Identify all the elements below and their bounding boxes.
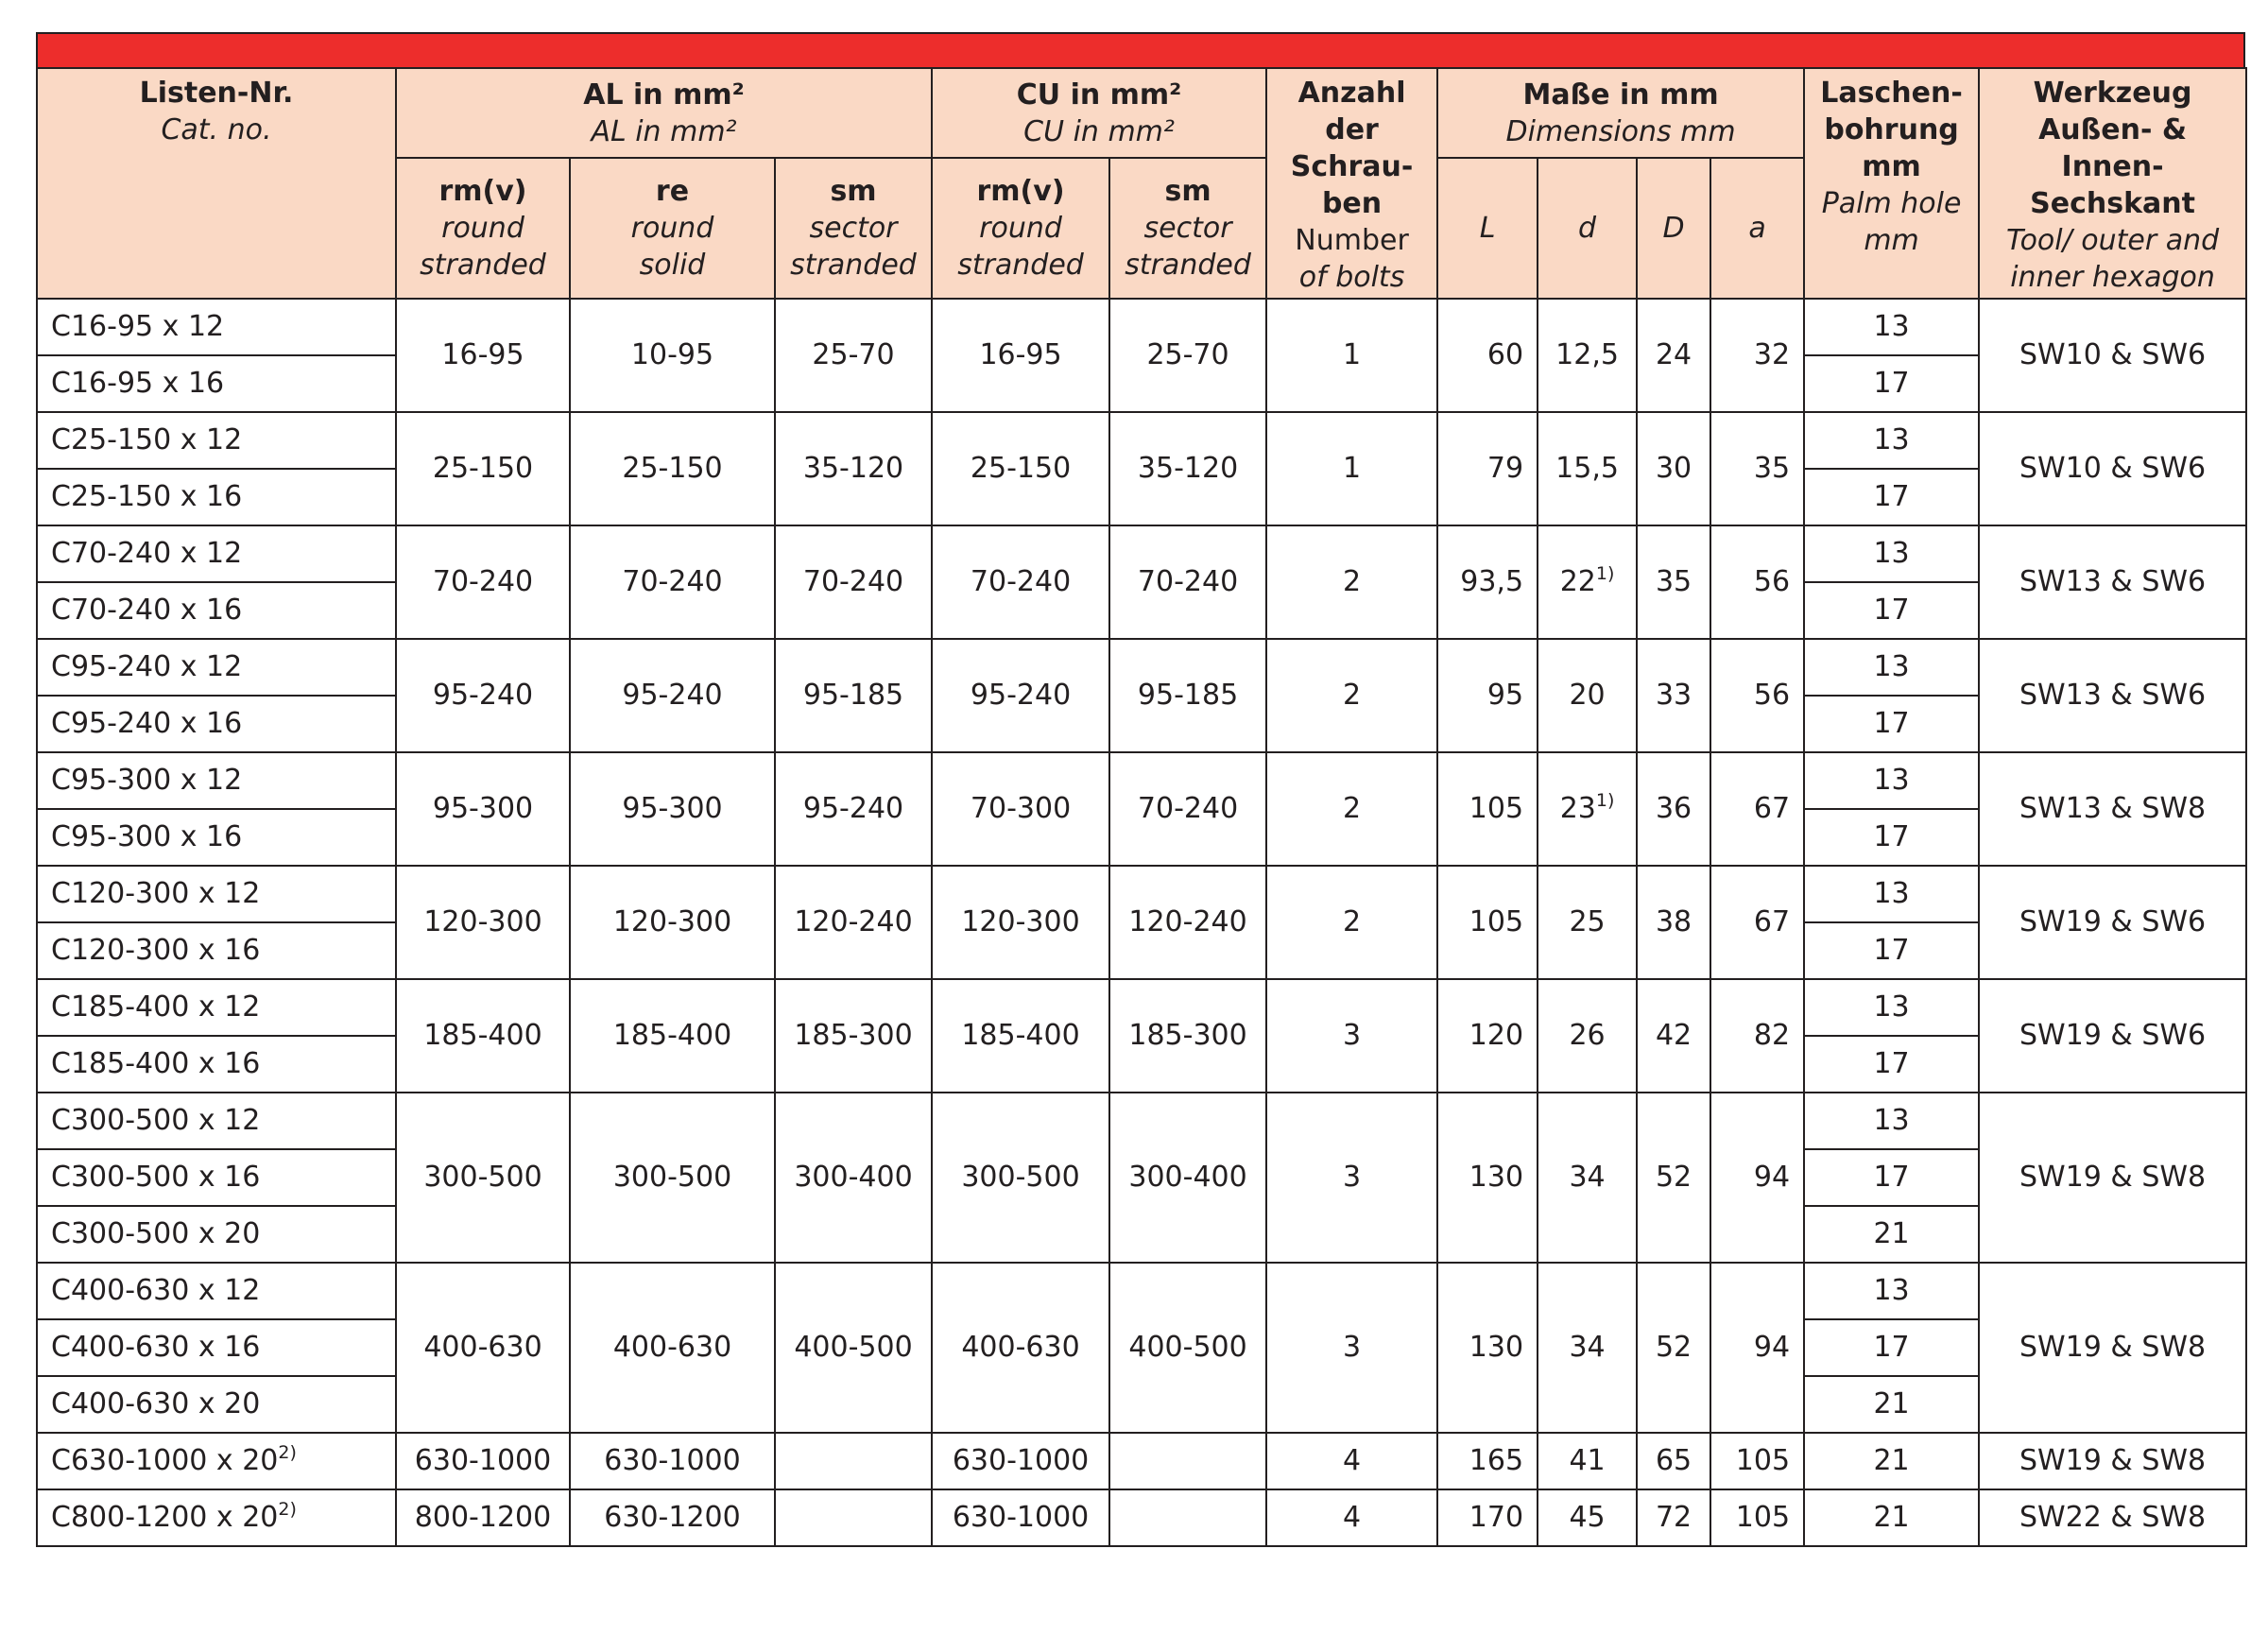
cu-rmv-cell: 400-630: [932, 1263, 1109, 1433]
palm-hole-cell: 17: [1804, 696, 1979, 752]
al-re-cell: 185-400: [570, 979, 775, 1093]
dim-d-cell: 23$^{1)}$: [1538, 752, 1637, 866]
al-sm-cell: 120-240: [775, 866, 932, 979]
palm-hole-cell: 17: [1804, 582, 1979, 639]
dim-d-cell: 34: [1538, 1263, 1637, 1433]
tool-cell: SW22 & SW8: [1979, 1489, 2246, 1546]
dim-D-cell: 30: [1637, 412, 1710, 525]
tool-cell: SW10 & SW6: [1979, 299, 2246, 412]
dim-d-cell: 45: [1538, 1489, 1637, 1546]
header-palm-hole: Laschen- bohrung mm Palm hole mm: [1804, 68, 1979, 299]
dim-d-cell: 26: [1538, 979, 1637, 1093]
al-rmv-cell: 630-1000: [396, 1433, 570, 1489]
dim-a-cell: 56: [1710, 639, 1804, 752]
cat-no-cell: C630-1000 x 20$^{2)}$: [37, 1433, 396, 1489]
dim-L-cell: 120: [1437, 979, 1538, 1093]
al-sm-cell: 35-120: [775, 412, 932, 525]
palm-hole-cell: 13: [1804, 525, 1979, 582]
tool-cell: SW19 & SW6: [1979, 979, 2246, 1093]
cu-rmv-cell: 300-500: [932, 1093, 1109, 1263]
cable-lug-spec-table: [36, 67, 2247, 1547]
dim-L-cell: 170: [1437, 1489, 1538, 1546]
bolts-cell: 4: [1266, 1489, 1437, 1546]
cat-no-cell: C400-630 x 20: [37, 1376, 396, 1433]
dim-L-cell: 95: [1437, 639, 1538, 752]
dim-d-cell: 12,5: [1538, 299, 1637, 412]
cat-no-cell: C70-240 x 12: [37, 525, 396, 582]
tool-cell: SW19 & SW8: [1979, 1263, 2246, 1433]
table-header: [37, 68, 2246, 299]
cat-no-cell: C70-240 x 16: [37, 582, 396, 639]
bolts-cell: 4: [1266, 1433, 1437, 1489]
palm-hole-cell: 17: [1804, 1319, 1979, 1376]
dim-a-cell: 105: [1710, 1489, 1804, 1546]
cat-no-cell: C300-500 x 20: [37, 1206, 396, 1263]
al-sm-cell: 185-300: [775, 979, 932, 1093]
header-cat-no: Listen-Nr. Cat. no.: [37, 68, 396, 299]
al-rmv-cell: 300-500: [396, 1093, 570, 1263]
dim-L-cell: 105: [1437, 866, 1538, 979]
palm-hole-cell: 17: [1804, 1036, 1979, 1093]
tool-cell: SW10 & SW6: [1979, 412, 2246, 525]
al-rmv-cell: 185-400: [396, 979, 570, 1093]
dim-L-cell: 165: [1437, 1433, 1538, 1489]
al-re-cell: 25-150: [570, 412, 775, 525]
table-row: [37, 412, 2246, 469]
cat-no-cell: C120-300 x 16: [37, 922, 396, 979]
dim-D-cell: 65: [1637, 1433, 1710, 1489]
al-re-cell: 120-300: [570, 866, 775, 979]
header-tool: Werkzeug Außen- & Innen- Sechskant Tool/ outer and inner hexagon: [1979, 68, 2246, 299]
bolts-cell: 2: [1266, 752, 1437, 866]
al-sm-cell: [775, 1489, 932, 1546]
cu-sm-cell: 25-70: [1109, 299, 1266, 412]
palm-hole-cell: 21: [1804, 1376, 1979, 1433]
table-row: [37, 639, 2246, 696]
al-re-cell: 630-1200: [570, 1489, 775, 1546]
cu-sm-cell: 185-300: [1109, 979, 1266, 1093]
al-sm-cell: 70-240: [775, 525, 932, 639]
al-re-cell: 10-95: [570, 299, 775, 412]
tool-cell: SW19 & SW8: [1979, 1433, 2246, 1489]
header-cu-sm: sm sector stranded: [1109, 158, 1266, 299]
palm-hole-cell: 17: [1804, 355, 1979, 412]
dim-a-cell: 56: [1710, 525, 1804, 639]
dim-D-cell: 42: [1637, 979, 1710, 1093]
cu-rmv-cell: 95-240: [932, 639, 1109, 752]
al-rmv-cell: 70-240: [396, 525, 570, 639]
dim-a-cell: 67: [1710, 752, 1804, 866]
palm-hole-cell: 21: [1804, 1489, 1979, 1546]
al-sm-cell: 300-400: [775, 1093, 932, 1263]
header-dim-D: D: [1637, 158, 1710, 299]
table-row: [37, 979, 2246, 1036]
header-cu-rmv: rm(v) round stranded: [932, 158, 1109, 299]
bolts-cell: 2: [1266, 525, 1437, 639]
footnote-ref: 2): [278, 1442, 297, 1463]
table-row: [37, 525, 2246, 582]
al-re-cell: 300-500: [570, 1093, 775, 1263]
cat-no-cell: C25-150 x 16: [37, 469, 396, 525]
cat-no-cell: C25-150 x 12: [37, 412, 396, 469]
dim-d-cell: 34: [1538, 1093, 1637, 1263]
header-al-re: re round solid: [570, 158, 775, 299]
cu-rmv-cell: 630-1000: [932, 1489, 1109, 1546]
table-row: [37, 1093, 2246, 1149]
dim-a-cell: 67: [1710, 866, 1804, 979]
al-sm-cell: 25-70: [775, 299, 932, 412]
al-sm-cell: 400-500: [775, 1263, 932, 1433]
dim-D-cell: 35: [1637, 525, 1710, 639]
bolts-cell: 3: [1266, 979, 1437, 1093]
tool-cell: SW13 & SW8: [1979, 752, 2246, 866]
al-re-cell: 95-240: [570, 639, 775, 752]
palm-hole-cell: 17: [1804, 922, 1979, 979]
red-header-bar: [36, 32, 2245, 67]
table-row: [37, 1263, 2246, 1319]
dim-a-cell: 94: [1710, 1263, 1804, 1433]
palm-hole-cell: 21: [1804, 1206, 1979, 1263]
al-rmv-cell: 95-300: [396, 752, 570, 866]
cu-rmv-cell: 16-95: [932, 299, 1109, 412]
cu-sm-cell: 95-185: [1109, 639, 1266, 752]
palm-hole-cell: 21: [1804, 1433, 1979, 1489]
cat-no-cell: C185-400 x 12: [37, 979, 396, 1036]
dim-D-cell: 52: [1637, 1093, 1710, 1263]
bolts-cell: 3: [1266, 1263, 1437, 1433]
table-row: [37, 866, 2246, 922]
dim-L-cell: 93,5: [1437, 525, 1538, 639]
al-rmv-cell: 400-630: [396, 1263, 570, 1433]
palm-hole-cell: 13: [1804, 979, 1979, 1036]
spec-table-sheet: [36, 32, 2245, 1547]
cu-sm-cell: [1109, 1489, 1266, 1546]
header-al: AL in mm² AL in mm²: [396, 68, 932, 158]
table-body: [37, 299, 2246, 1546]
palm-hole-cell: 13: [1804, 639, 1979, 696]
palm-hole-cell: 13: [1804, 1093, 1979, 1149]
cat-no-cell: C400-630 x 12: [37, 1263, 396, 1319]
al-rmv-cell: 120-300: [396, 866, 570, 979]
header-dim-a: a: [1710, 158, 1804, 299]
table-row: [37, 299, 2246, 355]
footnote-ref: 2): [278, 1499, 297, 1520]
al-sm-cell: [775, 1433, 932, 1489]
cu-rmv-cell: 70-300: [932, 752, 1109, 866]
al-rmv-cell: 25-150: [396, 412, 570, 525]
cu-rmv-cell: 25-150: [932, 412, 1109, 525]
header-cu: CU in mm² CU in mm²: [932, 68, 1266, 158]
dim-a-cell: 35: [1710, 412, 1804, 525]
cu-sm-cell: [1109, 1433, 1266, 1489]
cu-sm-cell: 120-240: [1109, 866, 1266, 979]
dim-d-cell: 15,5: [1538, 412, 1637, 525]
tool-cell: SW19 & SW6: [1979, 866, 2246, 979]
dim-a-cell: 94: [1710, 1093, 1804, 1263]
dim-D-cell: 38: [1637, 866, 1710, 979]
dim-d-cell: 25: [1538, 866, 1637, 979]
dim-L-cell: 60: [1437, 299, 1538, 412]
cu-rmv-cell: 185-400: [932, 979, 1109, 1093]
dim-D-cell: 36: [1637, 752, 1710, 866]
bolts-cell: 2: [1266, 639, 1437, 752]
cat-no-cell: C120-300 x 12: [37, 866, 396, 922]
header-al-sm: sm sector stranded: [775, 158, 932, 299]
tool-cell: SW19 & SW8: [1979, 1093, 2246, 1263]
cat-no-cell: C95-300 x 12: [37, 752, 396, 809]
footnote-ref: 1): [1595, 790, 1615, 811]
tool-cell: SW13 & SW6: [1979, 525, 2246, 639]
cat-no-cell: C300-500 x 16: [37, 1149, 396, 1206]
dim-L-cell: 130: [1437, 1093, 1538, 1263]
palm-hole-cell: 13: [1804, 299, 1979, 355]
dim-D-cell: 33: [1637, 639, 1710, 752]
footnote-ref: 1): [1595, 563, 1615, 584]
header-dim-L: L: [1437, 158, 1538, 299]
tool-cell: SW13 & SW6: [1979, 639, 2246, 752]
cat-no-cell: C95-240 x 12: [37, 639, 396, 696]
al-re-cell: 70-240: [570, 525, 775, 639]
table-row: [37, 1489, 2246, 1546]
dim-d-cell: 22$^{1)}$: [1538, 525, 1637, 639]
cu-sm-cell: 300-400: [1109, 1093, 1266, 1263]
al-rmv-cell: 800-1200: [396, 1489, 570, 1546]
dim-a-cell: 32: [1710, 299, 1804, 412]
al-sm-cell: 95-185: [775, 639, 932, 752]
dim-a-cell: 82: [1710, 979, 1804, 1093]
dim-D-cell: 52: [1637, 1263, 1710, 1433]
cu-sm-cell: 70-240: [1109, 752, 1266, 866]
cu-sm-cell: 70-240: [1109, 525, 1266, 639]
palm-hole-cell: 17: [1804, 1149, 1979, 1206]
dim-D-cell: 72: [1637, 1489, 1710, 1546]
dim-D-cell: 24: [1637, 299, 1710, 412]
cu-sm-cell: 400-500: [1109, 1263, 1266, 1433]
palm-hole-cell: 13: [1804, 1263, 1979, 1319]
cu-rmv-cell: 120-300: [932, 866, 1109, 979]
palm-hole-cell: 13: [1804, 866, 1979, 922]
palm-hole-cell: 17: [1804, 809, 1979, 866]
dim-L-cell: 105: [1437, 752, 1538, 866]
al-sm-cell: 95-240: [775, 752, 932, 866]
bolts-cell: 1: [1266, 299, 1437, 412]
al-re-cell: 400-630: [570, 1263, 775, 1433]
dim-a-cell: 105: [1710, 1433, 1804, 1489]
dim-L-cell: 79: [1437, 412, 1538, 525]
cu-rmv-cell: 70-240: [932, 525, 1109, 639]
bolts-cell: 1: [1266, 412, 1437, 525]
header-dim-d: d: [1538, 158, 1637, 299]
cu-rmv-cell: 630-1000: [932, 1433, 1109, 1489]
palm-hole-cell: 13: [1804, 412, 1979, 469]
palm-hole-cell: 17: [1804, 469, 1979, 525]
al-rmv-cell: 95-240: [396, 639, 570, 752]
al-re-cell: 95-300: [570, 752, 775, 866]
cat-no-cell: C185-400 x 16: [37, 1036, 396, 1093]
bolts-cell: 3: [1266, 1093, 1437, 1263]
cat-no-cell: C95-300 x 16: [37, 809, 396, 866]
cat-no-cell: C400-630 x 16: [37, 1319, 396, 1376]
dim-d-cell: 41: [1538, 1433, 1637, 1489]
cat-no-cell: C16-95 x 12: [37, 299, 396, 355]
header-dimensions: Maße in mm Dimensions mm: [1437, 68, 1804, 158]
cat-no-cell: C95-240 x 16: [37, 696, 396, 752]
bolts-cell: 2: [1266, 866, 1437, 979]
palm-hole-cell: 13: [1804, 752, 1979, 809]
table-row: [37, 752, 2246, 809]
cu-sm-cell: 35-120: [1109, 412, 1266, 525]
cat-no-cell: C800-1200 x 20$^{2)}$: [37, 1489, 396, 1546]
table-row: [37, 1433, 2246, 1489]
cat-no-cell: C300-500 x 12: [37, 1093, 396, 1149]
dim-d-cell: 20: [1538, 639, 1637, 752]
header-bolts: Anzahl der Schrau- ben Number of bolts: [1266, 68, 1437, 299]
al-rmv-cell: 16-95: [396, 299, 570, 412]
al-re-cell: 630-1000: [570, 1433, 775, 1489]
cat-no-cell: C16-95 x 16: [37, 355, 396, 412]
header-al-rmv: rm(v) round stranded: [396, 158, 570, 299]
dim-L-cell: 130: [1437, 1263, 1538, 1433]
